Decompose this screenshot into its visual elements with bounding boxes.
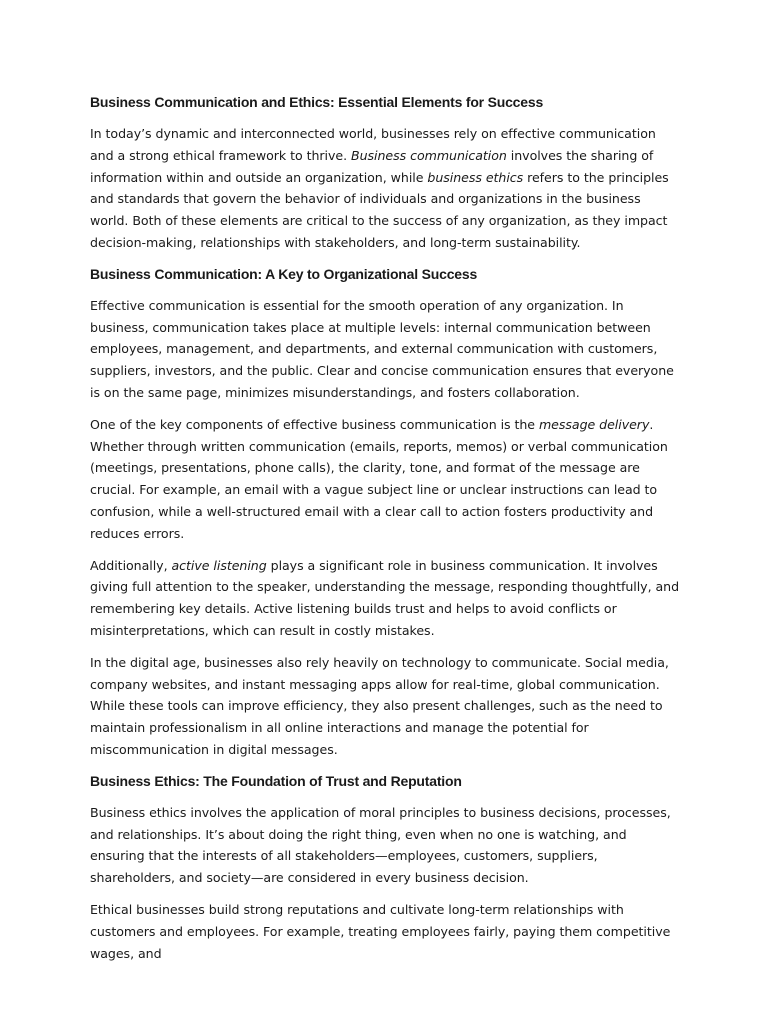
intro-text-3: refers to the principles and standards that govern the behavior of individuals and organizations in the business world. Both of these elements are critical to the success of any organization, as they impact decision-making, relationships with stakeholders, and long-term sustainability. [90,169,669,250]
intro-emphasis-2: business ethics [427,169,524,185]
communication-paragraph-3 [90,555,680,642]
intro-text-1: In today’s dynamic and interconnected world, businesses rely on effective communication and a strong ethical framework to thrive. [90,126,656,163]
communication-paragraph-1: Effective communication is essential for the smooth operation of any organization. In business, communication takes place at multiple levels: internal communication between employees, management, and departments, and external communication with customers, suppliers, investors, and the public. Clear and concise communication ensures that everyone is on the same page, minimizes misunderstandings, and fosters collaboration. [90,297,674,400]
ethics-paragraph-2: Ethical businesses build strong reputations and cultivate long-term relationships with customers and employees. For example, treating employees fairly, paying them competitive wages, and [90,901,671,961]
document-page [90,92,680,974]
para3-text-b: plays a significant role in business communication. It involves giving full attention to the speaker, understanding the message, responding thoughtfully, and remembering key details. Active listening builds trust and helps to avoid conflicts or misinterpretations, which can result in costly mistakes. [90,557,680,638]
section-heading-ethics: Business Ethics: The Foundation of Trust and Reputation [90,772,462,789]
intro-emphasis-1: Business communication [351,147,507,163]
para3-emphasis: active listening [171,557,267,573]
ethics-paragraph-1: Business ethics involves the application of moral principles to business decisions, processes, and relationships. It’s about doing the right thing, even when no one is watching, and ensuring that the interests of all stakeholders—employees, customers, suppliers, shareholders, and society—are considered in every business decision. [90,804,671,886]
communication-paragraph-2 [90,414,680,545]
intro-text-2: involves the sharing of information within and outside an organization, while [90,147,654,185]
para2-emphasis: message delivery [538,416,650,432]
intro-paragraph [90,123,680,254]
para2-text-b: . Whether through written communication (emails, reports, memos) or verbal communication (meetings, presentations, phone calls), the clarity, tone, and format of the message are crucial. For example, an email with a vague subject line or unclear instructions can lead to confusion, while a well-structured email with a clear call to action fosters productivity and reduces errors. [90,416,668,541]
communication-paragraph-4: In the digital age, businesses also rely heavily on technology to communicate. Social media, company websites, and instant messaging apps allow for real-time, global communication. While these tools can improve efficiency, they also present challenges, such as the need to maintain professionalism in all online interactions and manage the potential for miscommunication in digital messages. [90,654,669,757]
section-heading-communication: Business Communication: A Key to Organizational Success [90,265,478,282]
para2-text-a: One of the key components of effective business communication is the [90,416,539,432]
para3-text-a: Additionally, [90,557,172,573]
document-title: Business Communication and Ethics: Essential Elements for Success [90,94,544,110]
